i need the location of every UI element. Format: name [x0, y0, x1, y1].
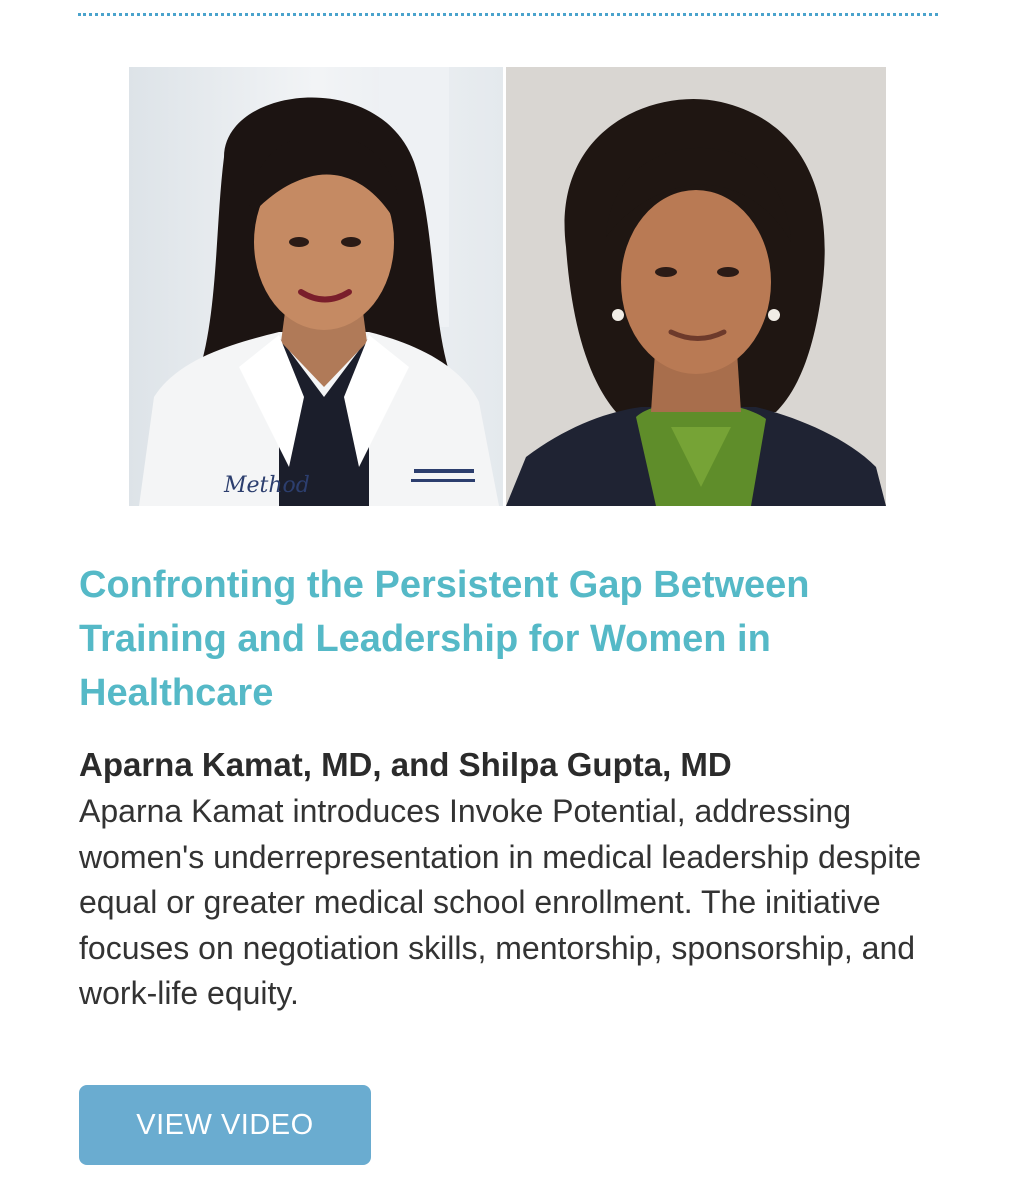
article-summary: Aparna Kamat introduces Invoke Potential, addressing women's underrepresentation in medical leadership despite equal or greater medical school enrollment. The initiative focuses on negotiation skills, mentorship, sponsorship, and work-life equity.: [79, 793, 922, 1011]
article-byline: Aparna Kamat, MD, and Shilpa Gupta, MD: [79, 746, 732, 783]
speakers-photo: [129, 67, 886, 506]
portrait-image: [506, 67, 886, 506]
portrait-image: [129, 67, 503, 506]
coat-badge-text: Method: [224, 473, 310, 498]
speaker-photo-aparna-kamat: [129, 67, 503, 506]
dotted-divider: [78, 13, 938, 16]
speaker-photo-shilpa-gupta: [506, 67, 886, 506]
view-video-button[interactable]: VIEW VIDEO: [79, 1085, 371, 1165]
article-headline[interactable]: Confronting the Persistent Gap Between Training and Leadership for Women in Healthcare: [79, 564, 810, 714]
